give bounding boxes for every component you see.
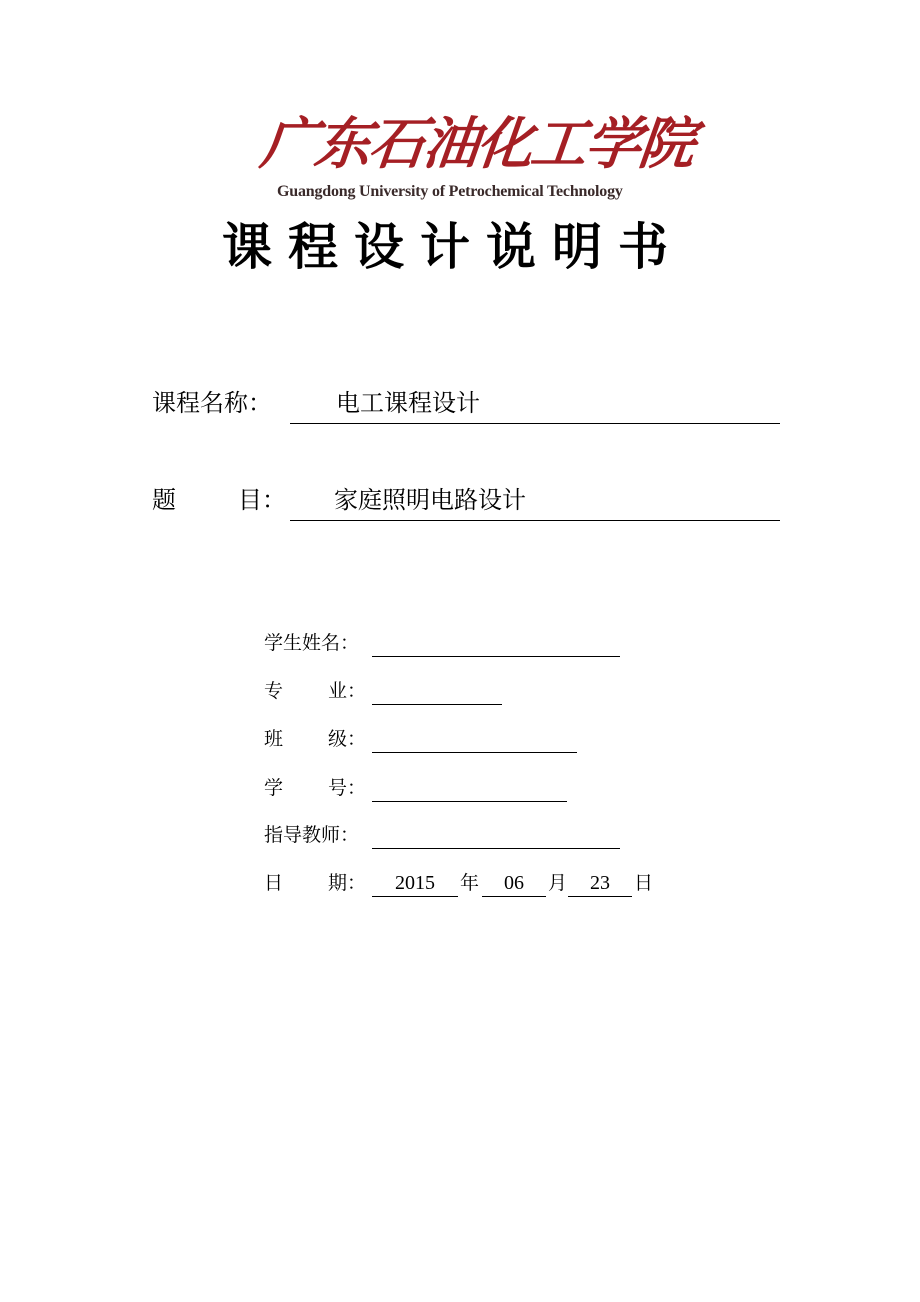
class-label-part2: 级： bbox=[328, 728, 367, 750]
course-name-value: 电工课程设计 bbox=[336, 389, 480, 417]
student-id-field bbox=[372, 773, 567, 802]
date-label-part2: 期： bbox=[328, 872, 367, 894]
topic-value: 家庭照明电路设计 bbox=[334, 486, 526, 514]
class-label-part1: 班 bbox=[264, 728, 284, 750]
course-name-field bbox=[290, 383, 780, 424]
student-name-field bbox=[372, 628, 620, 657]
major-label-part2: 业： bbox=[328, 680, 367, 702]
university-logo bbox=[255, 110, 697, 210]
date-month: 06 bbox=[482, 868, 546, 897]
date-day-unit: 日 bbox=[634, 872, 654, 894]
course-name-label: 课程名称： bbox=[152, 389, 272, 417]
date-day: 23 bbox=[568, 868, 632, 897]
student-name-label: 学生姓名： bbox=[264, 632, 360, 654]
date-month-unit: 月 bbox=[548, 872, 568, 894]
document-title: 课程设计说明书 bbox=[222, 218, 684, 276]
logo-chinese-name: 广东石油化工学院 bbox=[257, 111, 697, 177]
topic-label-part1: 题 bbox=[152, 486, 176, 514]
teacher-label: 指导教师： bbox=[264, 824, 360, 846]
date-label-part1: 日 bbox=[264, 872, 284, 894]
date-year-unit: 年 bbox=[460, 872, 480, 894]
date-year: 2015 bbox=[372, 868, 458, 897]
teacher-field bbox=[372, 820, 620, 849]
topic-label-part2: 目： bbox=[238, 486, 286, 514]
class-field bbox=[372, 724, 577, 753]
major-field bbox=[372, 676, 502, 705]
major-label-part1: 专 bbox=[264, 680, 284, 702]
student-id-label-part1: 学 bbox=[264, 777, 284, 799]
topic-field bbox=[290, 480, 780, 521]
logo-english-name: Guangdong University of Petrochemical Technology bbox=[277, 183, 623, 200]
student-id-label-part2: 号： bbox=[328, 777, 367, 799]
